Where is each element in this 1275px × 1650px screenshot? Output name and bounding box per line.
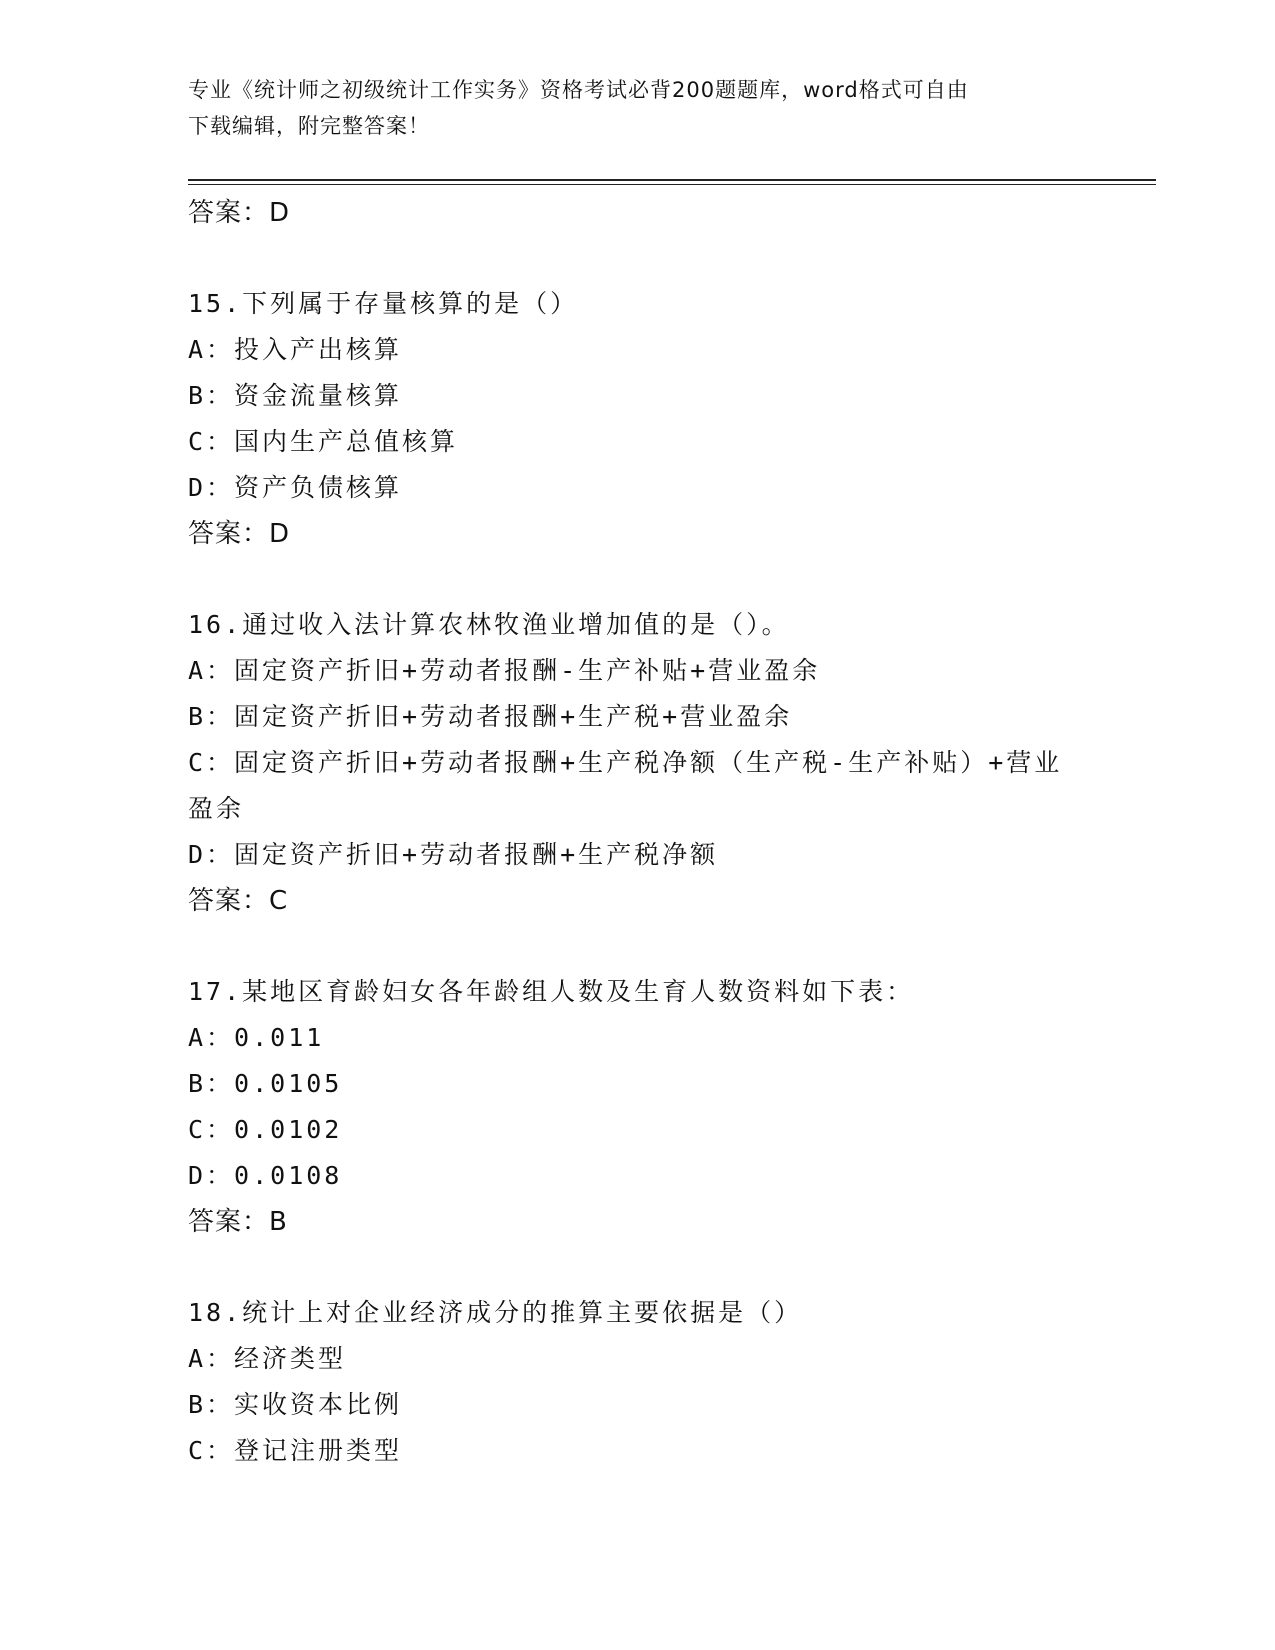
option-c: C：国内生产总值核算 bbox=[188, 427, 459, 456]
header-rule-thin bbox=[188, 184, 1156, 185]
option-a: A：0.011 bbox=[188, 1023, 325, 1052]
question-list bbox=[188, 190, 1088, 1474]
option-d: D：0.0108 bbox=[188, 1161, 343, 1190]
option-a: A：固定资产折旧+劳动者报酬-生产补贴+营业盈余 bbox=[188, 656, 821, 685]
option-b: B：固定资产折旧+劳动者报酬+生产税+营业盈余 bbox=[188, 702, 793, 731]
question-stem: 15.下列属于存量核算的是（） bbox=[188, 289, 579, 318]
question-17 bbox=[188, 969, 1088, 1245]
header-line-2: 下载编辑，附完整答案！ bbox=[188, 114, 430, 138]
option-d: D：资产负债核算 bbox=[188, 473, 403, 502]
question-18 bbox=[188, 1290, 1088, 1474]
question-15 bbox=[188, 281, 1088, 557]
question-stem: 16.通过收入法计算农林牧渔业增加值的是（）。 bbox=[188, 610, 790, 639]
question-stem: 17.某地区育龄妇女各年龄组人数及生育人数资料如下表： bbox=[188, 977, 915, 1006]
question-16 bbox=[188, 602, 1088, 924]
option-c: C：固定资产折旧+劳动者报酬+生产税净额（生产税-生产补贴）+营业 bbox=[188, 748, 1063, 777]
answer: 答案：C bbox=[188, 886, 289, 916]
option-b: B：资金流量核算 bbox=[188, 381, 403, 410]
answer: 答案：B bbox=[188, 1207, 288, 1237]
question-stem: 18.统计上对企业经济成分的推算主要依据是（） bbox=[188, 1298, 803, 1327]
option-b: B：0.0105 bbox=[188, 1069, 343, 1098]
option-a: A：投入产出核算 bbox=[188, 335, 403, 364]
option-c: C：登记注册类型 bbox=[188, 1436, 403, 1465]
header-rule-thick bbox=[188, 179, 1156, 181]
option-d: D：固定资产折旧+劳动者报酬+生产税净额 bbox=[188, 840, 719, 869]
previous-answer: 答案：D bbox=[188, 198, 291, 228]
page-header bbox=[188, 72, 1088, 144]
option-c-continued: 盈余 bbox=[188, 794, 245, 823]
option-c: C：0.0102 bbox=[188, 1115, 343, 1144]
answer: 答案：D bbox=[188, 519, 291, 549]
header-line-1: 专业《统计师之初级统计工作实务》资格考试必背200题题库，word格式可自由 bbox=[188, 78, 969, 102]
option-b: B：实收资本比例 bbox=[188, 1390, 403, 1419]
option-a: A：经济类型 bbox=[188, 1344, 347, 1373]
